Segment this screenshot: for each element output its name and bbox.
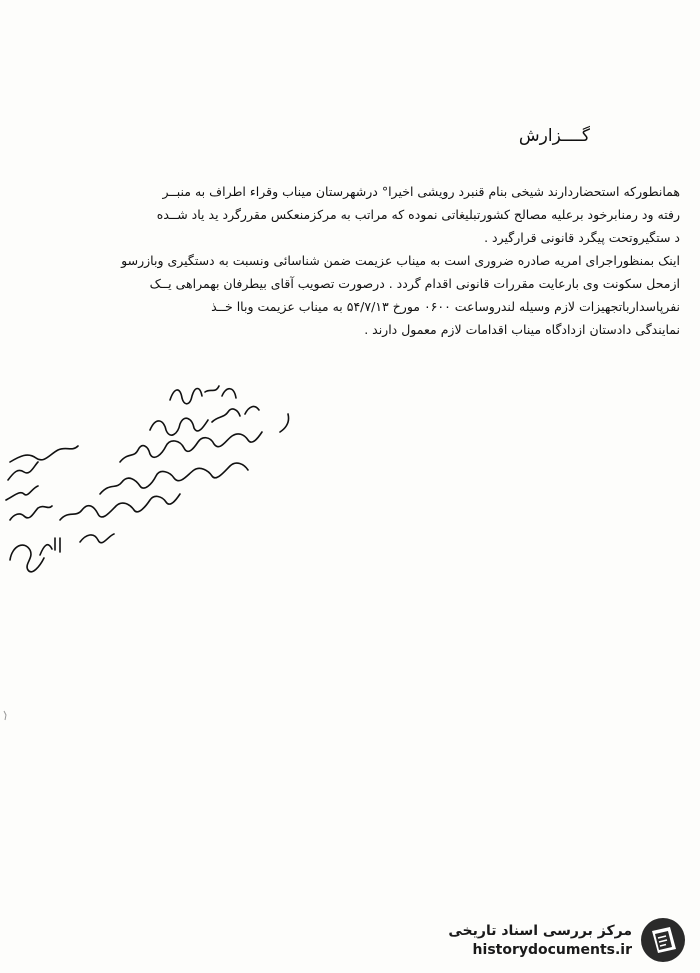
paragraph-1-line-1: همانطورکه استحضاردارند شیخی بنام قنبرد رویشی اخیرا° درشهرستان میناب وقراء اطراف به منبــر <box>162 184 680 199</box>
document-logo-icon <box>640 917 686 963</box>
paragraph-1-line-3: د ستگیروتحت پیگرد قانونی قرارگیرد . <box>484 230 680 245</box>
paragraph-2-line-2: ازمحل سکونت وی بارعایت مقررات قانونی اقدام گردد . درصورت تصویب آقای بیطرفان بهمراهی یــک <box>149 276 680 291</box>
report-body <box>20 180 680 341</box>
watermark-text <box>448 923 632 958</box>
paragraph-2-line-3: نفرپاسدارباتجهیزات لازم وسیله لندروساعت ۰۶۰۰ مورخ ۵۴/۷/۱۳ به میناب عزیمت وباا خــذ <box>211 299 680 314</box>
paragraph-1-line-2: رفته ود رمنابرخود برعلیه مصالح کشورتبلیغاتی نموده که مراتب به مرکزمنعکس مقررگرد ید یاد شــده <box>156 207 680 222</box>
report-title: گــــزارش <box>518 126 590 146</box>
watermark-footer <box>448 913 686 967</box>
paragraph-2-line-4: نمایندگی دادستان ازدادگاه میناب اقدامات لازم معمول دارند . <box>364 322 680 337</box>
paragraph-2-line-1: اینک بمنظوراجرای امریه صادره ضروری است به میناب عزیمت ضمن شناسائی ونسبت به دستگیری وبازرسو <box>121 253 680 268</box>
handwritten-annotation <box>0 370 300 580</box>
paper-mark <box>2 710 8 722</box>
website-url: historydocuments.ir <box>472 941 632 958</box>
organization-name: مرکز بررسی اسناد تاریخی <box>448 922 632 939</box>
